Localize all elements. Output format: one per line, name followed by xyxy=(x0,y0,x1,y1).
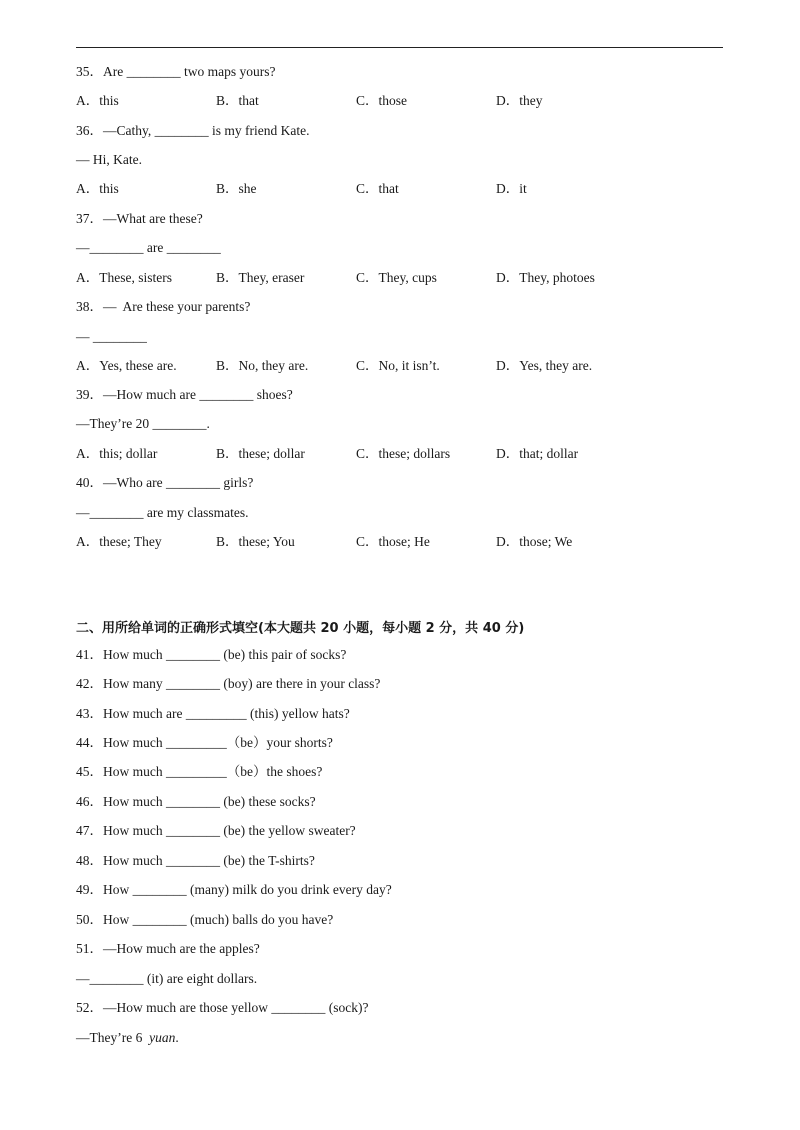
option-c[interactable]: C．those; He xyxy=(356,534,430,549)
question-50: 50．How ________ (much) balls do you have? xyxy=(76,912,334,927)
option-d[interactable]: D．it xyxy=(496,181,527,196)
option-d[interactable]: D．Yes, they are. xyxy=(496,358,593,373)
question-39: 39．—How much are ________ shoes? xyxy=(76,387,293,402)
option-d[interactable]: D．that; dollar xyxy=(496,446,579,461)
question-38-reply: — ________ xyxy=(76,329,147,344)
question-52: 52．—How much are those yellow ________ (sock)? xyxy=(76,1000,369,1015)
option-b[interactable]: B．No, they are. xyxy=(216,358,309,373)
option-c[interactable]: C．these; dollars xyxy=(356,446,451,461)
option-c[interactable]: C．those xyxy=(356,93,408,108)
option-d[interactable]: D．they xyxy=(496,93,543,108)
option-d[interactable]: D．They, photoes xyxy=(496,270,595,285)
option-a[interactable]: A．Yes, these are. xyxy=(76,358,177,373)
section-heading: 二、用所给单词的正确形式填空(本大题共 20 小题，每小题 2 分，共 40 分) xyxy=(76,621,525,636)
option-a[interactable]: A．this xyxy=(76,93,119,108)
question-52-reply xyxy=(76,1030,179,1046)
question-37: 37．—What are these? xyxy=(76,211,203,226)
question-42: 42．How many ________ (boy) are there in your class? xyxy=(76,676,381,691)
header-rule xyxy=(76,47,723,48)
question-49: 49．How ________ (many) milk do you drink every day? xyxy=(76,882,392,897)
option-b[interactable]: B．these; dollar xyxy=(216,446,305,461)
question-47: 47．How much ________ (be) the yellow sweater? xyxy=(76,823,356,838)
question-51-reply: —________ (it) are eight dollars. xyxy=(76,971,258,986)
question-51: 51．—How much are the apples? xyxy=(76,941,260,956)
question-48: 48．How much ________ (be) the T-shirts? xyxy=(76,853,315,868)
question-44: 44．How much _________（be）your shorts? xyxy=(76,735,333,750)
option-a[interactable]: A．These, sisters xyxy=(76,270,172,285)
question-45: 45．How much _________（be）the shoes? xyxy=(76,764,323,779)
option-b[interactable]: B．that xyxy=(216,93,259,108)
question-35: 35．Are ________ two maps yours? xyxy=(76,64,276,79)
option-c[interactable]: C．that xyxy=(356,181,399,196)
option-a[interactable]: A．this xyxy=(76,181,119,196)
question-40: 40．—Who are ________ girls? xyxy=(76,475,254,490)
question-38: 38．— Are these your parents? xyxy=(76,299,251,314)
option-c[interactable]: C．They, cups xyxy=(356,270,437,285)
option-b[interactable]: B．these; You xyxy=(216,534,295,549)
option-c[interactable]: C．No, it isn’t. xyxy=(356,358,440,373)
question-46: 46．How much ________ (be) these socks? xyxy=(76,794,316,809)
question-36: 36．—Cathy, ________ is my friend Kate. xyxy=(76,123,310,138)
option-d[interactable]: D．those; We xyxy=(496,534,573,549)
question-39-reply: —They’re 20 ________. xyxy=(76,416,210,431)
option-b[interactable]: B．she xyxy=(216,181,257,196)
option-a[interactable]: A．these; They xyxy=(76,534,162,549)
reply-prefix: —They’re 6 xyxy=(76,1030,150,1045)
option-b[interactable]: B．They, eraser xyxy=(216,270,305,285)
question-43: 43．How much are _________ (this) yellow hats? xyxy=(76,706,350,721)
question-40-reply: —________ are my classmates. xyxy=(76,505,249,520)
question-37-reply: —________ are ________ xyxy=(76,240,221,255)
question-41: 41．How much ________ (be) this pair of socks? xyxy=(76,647,347,662)
option-a[interactable]: A．this; dollar xyxy=(76,446,158,461)
reply-italic-unit: yuan xyxy=(149,1030,176,1045)
reply-suffix: . xyxy=(175,1030,179,1045)
question-36-reply: — Hi, Kate. xyxy=(76,152,142,167)
